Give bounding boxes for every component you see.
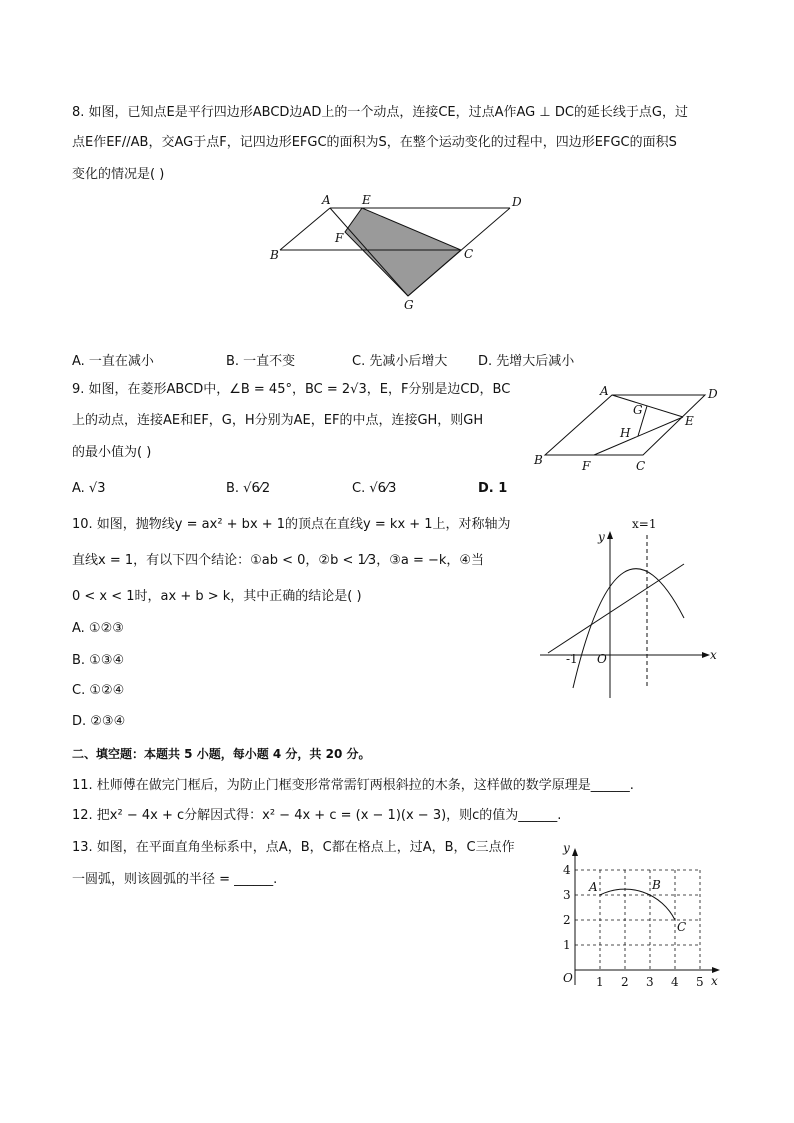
q13-xtick-3: 3	[646, 975, 654, 989]
q13-label-C: C	[677, 920, 687, 934]
q9-option-c[interactable]: C. √6⁄3	[352, 481, 397, 496]
q9-line-2: 上的动点，连接AE和EF，G，H分别为AE，EF的中点，连接GH，则GH	[72, 413, 484, 428]
q13-figure	[555, 838, 725, 993]
q8-label-F: F	[335, 231, 344, 245]
q9-figure	[528, 382, 728, 477]
q8-line-1: 8. 如图，已知点E是平行四边形ABCD边AD上的一个动点，连接CE，过点A作AG ⊥ DC的延长线于点G，过	[72, 105, 688, 120]
q13-label-A: A	[589, 880, 598, 894]
q9-label-C: C	[636, 459, 646, 473]
q8-label-E: E	[362, 193, 371, 207]
q9-label-A: A	[600, 384, 609, 398]
q9-label-F: F	[582, 459, 591, 473]
q10-label-neg1: -1	[566, 652, 578, 666]
q8-line-2: 点E作EF//AB，交AG于点F，记四边形EFGC的面积为S，在整个运动变化的过程中，四边形EFGC的面积S	[72, 135, 677, 150]
q9-label-B: B	[534, 453, 543, 467]
q8-figure	[265, 190, 525, 315]
q8-label-G: G	[404, 298, 414, 312]
q8-label-A: A	[322, 193, 331, 207]
q8-option-b[interactable]: B. 一直不变	[226, 354, 296, 369]
q9-label-G: G	[633, 403, 643, 417]
q13-xtick-4: 4	[671, 975, 679, 989]
q10-line-3: 0 < x < 1时，ax + b > k，其中正确的结论是( )	[72, 589, 362, 604]
q9-option-b[interactable]: B. √6⁄2	[226, 481, 271, 496]
q9-line-1: 9. 如图，在菱形ABCD中，∠B = 45°，BC = 2√3，E，F分别是边CD，BC	[72, 382, 511, 397]
q9-line-3: 的最小值为( )	[72, 445, 152, 460]
q9-label-H: H	[620, 426, 631, 440]
q13-ytick-4: 4	[563, 863, 571, 877]
q13-xtick-5: 5	[696, 975, 704, 989]
q13-xtick-2: 2	[621, 975, 629, 989]
q13-line-2: 一圆弧，则该圆弧的半径 = ______.	[72, 872, 278, 887]
q13-xtick-1: 1	[596, 975, 604, 989]
q10-line-2: 直线x = 1，有以下四个结论：①ab < 0，②b < 1⁄3，③a = −k，④当	[72, 553, 485, 568]
q13-label-y: y	[563, 841, 570, 855]
q10-label-o: O	[597, 652, 607, 666]
q13-label-o: O	[563, 971, 573, 985]
q10-line-1: 10. 如图，抛物线y = ax² + bx + 1的顶点在直线y = kx + 1上，对称轴为	[72, 517, 511, 532]
q8-label-D: D	[512, 195, 522, 209]
q8-line-3: 变化的情况是( )	[72, 167, 165, 182]
q8-option-c[interactable]: C. 先减小后增大	[352, 354, 448, 369]
q13-ytick-2: 2	[563, 913, 571, 927]
q10-label-x: x	[710, 648, 717, 662]
q9-option-d[interactable]: D. 1	[478, 481, 508, 496]
q11-text: 11. 杜师傅在做完门框后，为防止门框变形常常需钉两根斜拉的木条，这样做的数学原理是______.	[72, 778, 634, 793]
q9-option-a[interactable]: A. √3	[72, 481, 106, 496]
section-2-heading: 二、填空题：本题共 5 小题，每小题 4 分，共 20 分。	[72, 747, 371, 761]
q13-label-B: B	[652, 878, 661, 892]
q13-label-x: x	[711, 974, 718, 988]
q10-option-d[interactable]: D. ②③④	[72, 714, 126, 729]
q13-ytick-3: 3	[563, 888, 571, 902]
q10-option-c[interactable]: C. ①②④	[72, 683, 125, 698]
q8-shaded-quad	[345, 208, 461, 296]
q8-option-d[interactable]: D. 先增大后减小	[478, 354, 575, 369]
q8-label-B: B	[270, 248, 279, 262]
q8-label-C: C	[464, 247, 474, 261]
q9-label-E: E	[685, 414, 694, 428]
q10-option-a[interactable]: A. ①②③	[72, 621, 124, 636]
q10-label-axis-eq: x=1	[632, 517, 657, 531]
q8-option-a[interactable]: A. 一直在减小	[72, 354, 154, 369]
q13-line-1: 13. 如图，在平面直角坐标系中，点A，B，C都在格点上，过A，B，C三点作	[72, 840, 515, 855]
q9-label-D: D	[708, 387, 718, 401]
q10-label-y: y	[598, 530, 605, 544]
q10-option-b[interactable]: B. ①③④	[72, 653, 125, 668]
q12-text: 12. 把x² − 4x + c分解因式得：x² − 4x + c = (x − 1)(x − 3)，则c的值为______.	[72, 808, 562, 823]
q13-ytick-1: 1	[563, 938, 571, 952]
q10-figure	[535, 515, 725, 700]
